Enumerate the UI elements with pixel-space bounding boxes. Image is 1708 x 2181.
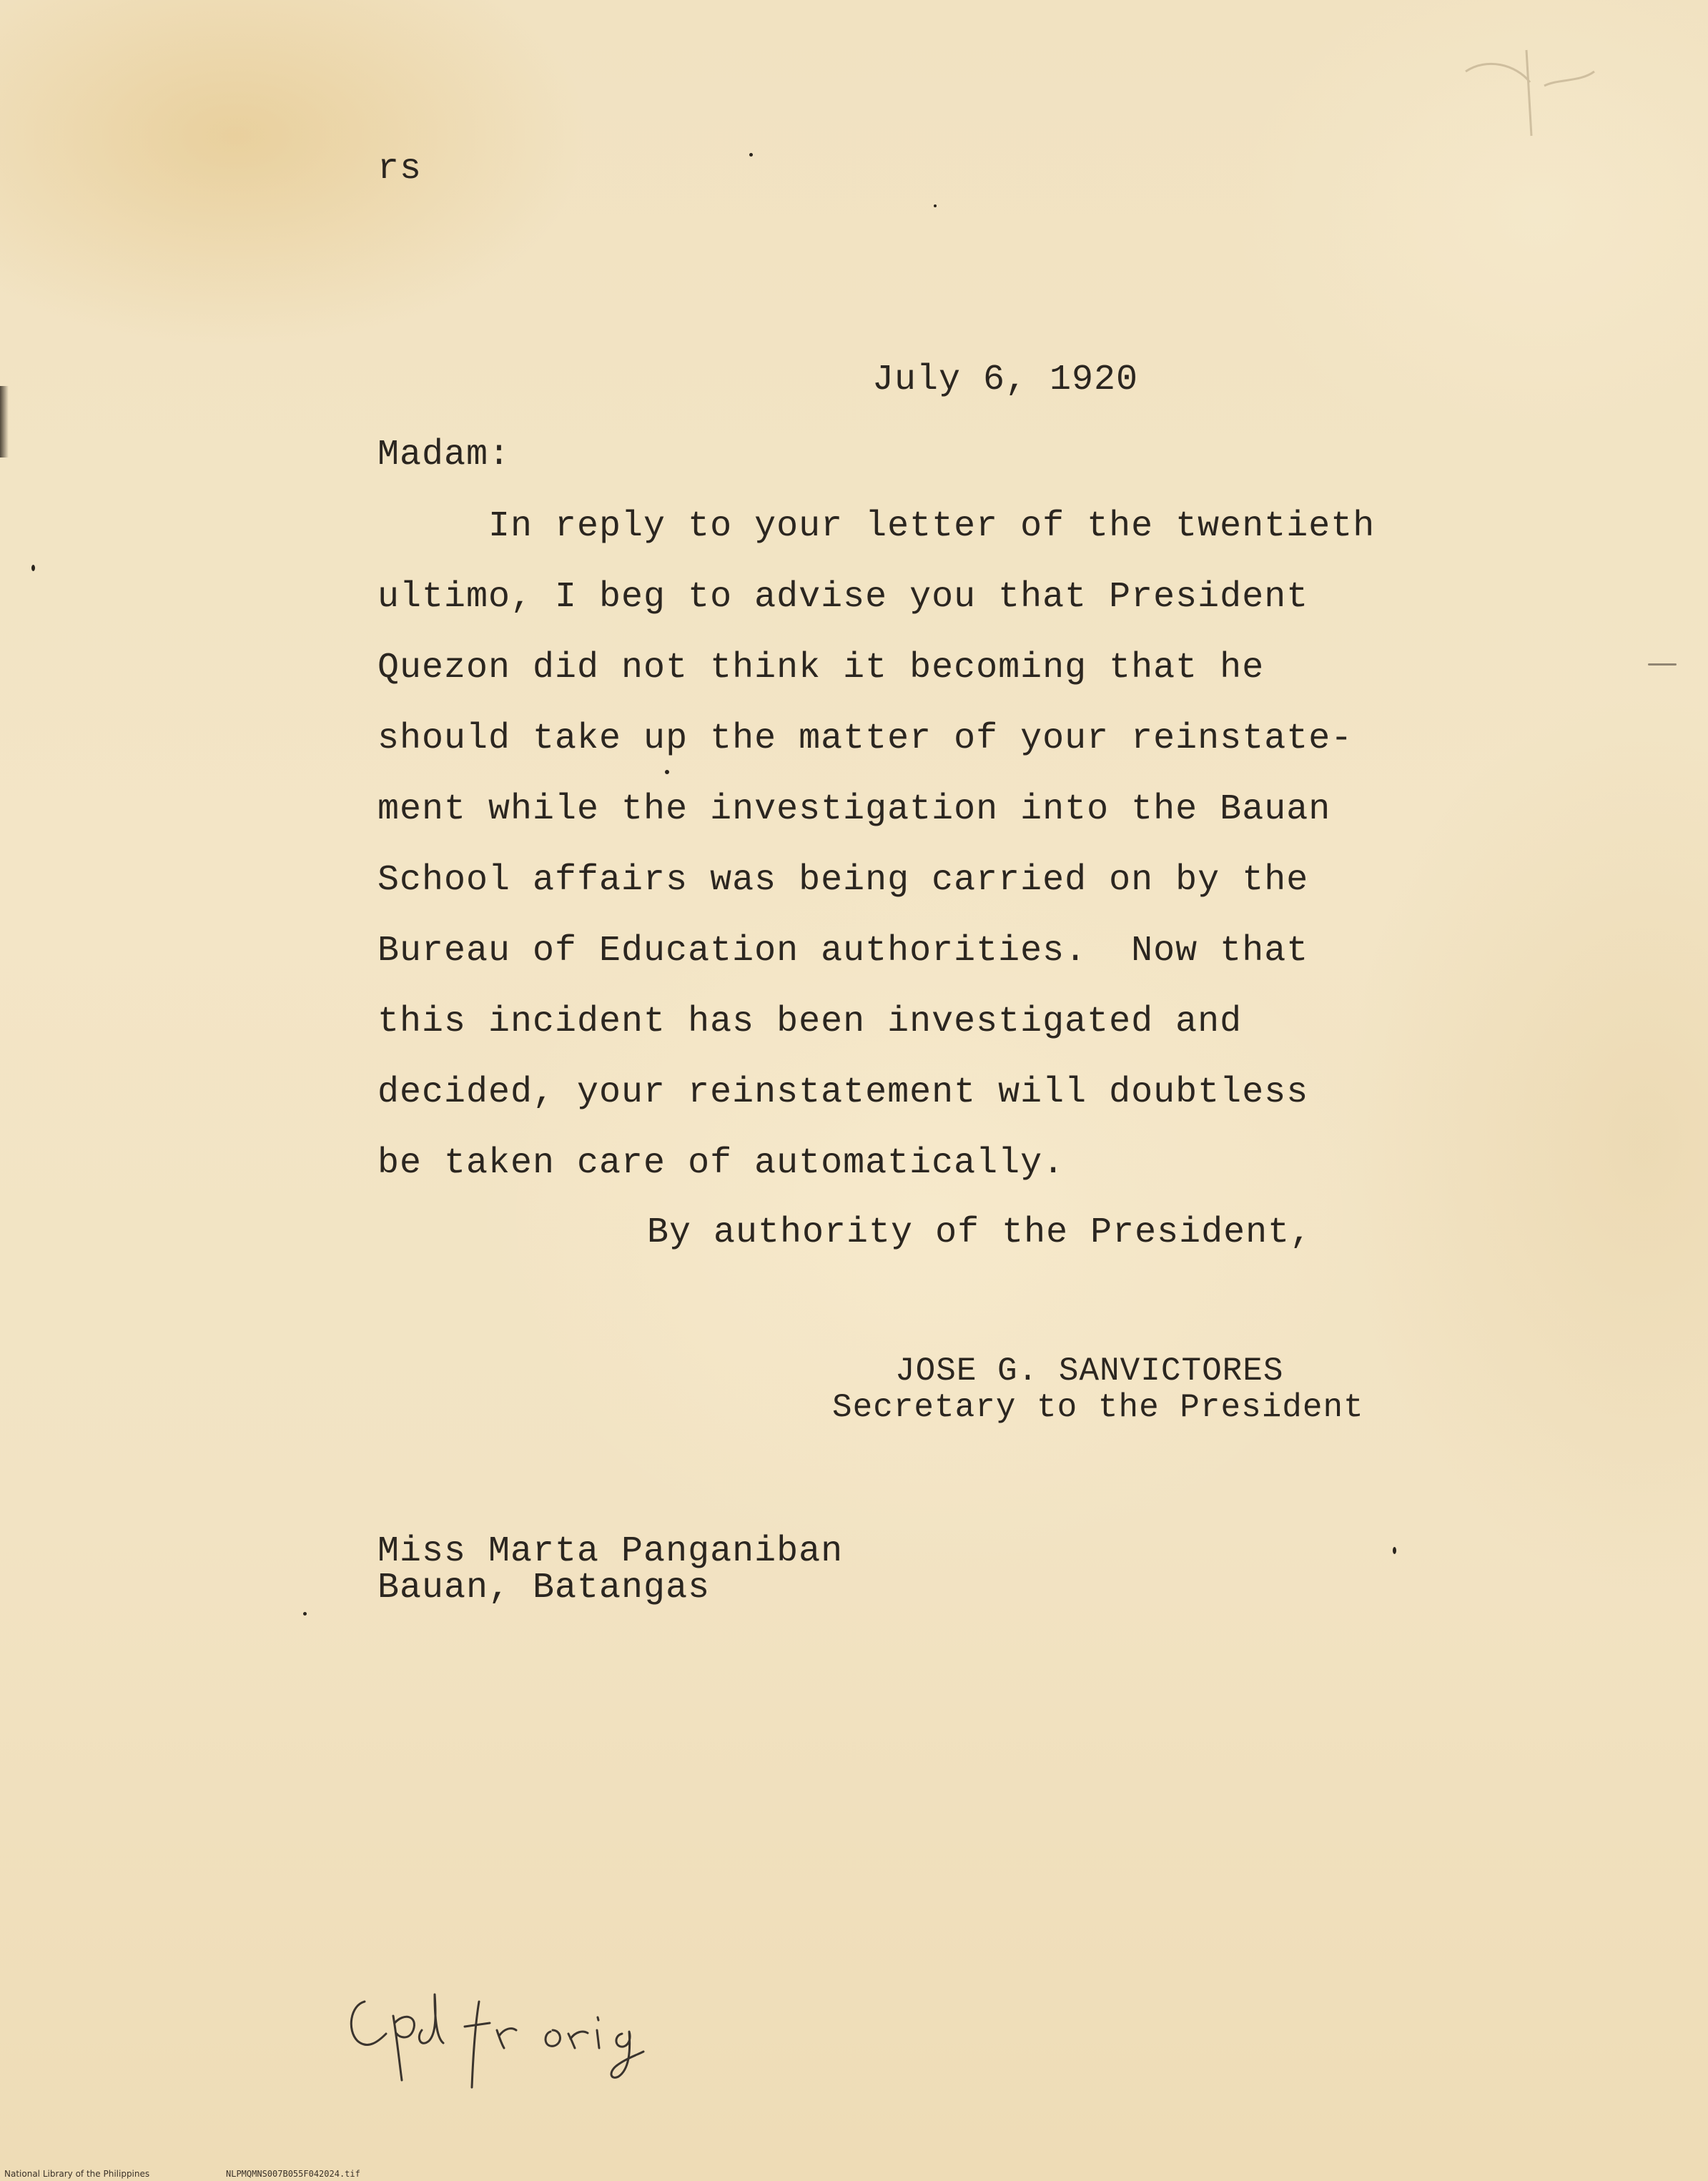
- paper-speck: [1393, 1547, 1396, 1554]
- addressee-name: Miss Marta Panganiban: [377, 1531, 844, 1572]
- body-line: School affairs was being carried on by the: [377, 860, 1309, 901]
- body-line: ultimo, I beg to advise you that President: [377, 577, 1309, 618]
- body-line: decided, your reinstatement will doubtless: [377, 1072, 1309, 1113]
- body-line: In reply to your letter of the twentieth: [377, 506, 1376, 547]
- signer-title: Secretary to the President: [832, 1389, 1364, 1426]
- handwritten-note: [336, 1973, 708, 2095]
- paper-speck: [303, 1612, 307, 1616]
- paper-speck: [31, 565, 35, 571]
- body-line: Quezon did not think it becoming that he: [377, 648, 1265, 688]
- body-line: should take up the matter of your reinstate-: [377, 718, 1353, 759]
- salutation: Madam:: [377, 435, 511, 475]
- paper-speck: [934, 204, 937, 207]
- body-line: be taken care of automatically.: [377, 1143, 1065, 1184]
- signer-name: JOSE G. SANVICTORES: [895, 1352, 1284, 1390]
- closing-line: By authority of the President,: [647, 1212, 1313, 1253]
- body-line: this incident has been investigated and: [377, 1002, 1243, 1042]
- paper-speck: [1648, 663, 1677, 666]
- footer-filename: NLPMQMNS007B055F042024.tif: [226, 2169, 360, 2179]
- corner-emboss-mark: [1451, 43, 1609, 143]
- paper-speck: [665, 770, 669, 774]
- addressee-place: Bauan, Batangas: [377, 1568, 711, 1608]
- reference-initials: rs: [377, 149, 423, 189]
- body-line: ment while the investigation into the Bauan: [377, 789, 1331, 830]
- letter-date: July 6, 1920: [872, 360, 1139, 400]
- paper-speck: [749, 153, 753, 157]
- body-line: Bureau of Education authorities. Now that: [377, 931, 1309, 971]
- page-edge-shadow: [0, 386, 9, 458]
- footer-credit: National Library of the Philippines: [4, 2169, 150, 2179]
